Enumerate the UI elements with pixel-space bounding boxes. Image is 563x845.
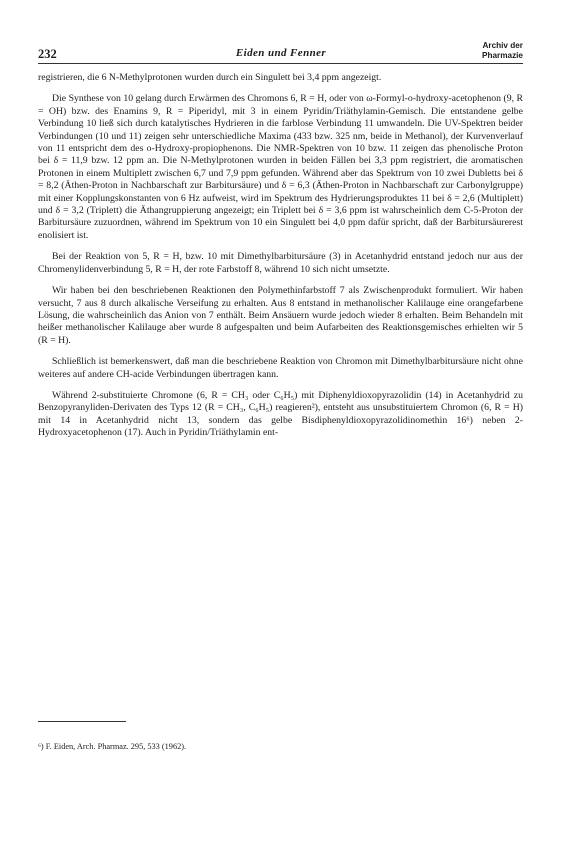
footnote: ⁶) F. Eiden, Arch. Pharmaz. 295, 533 (1962). [38, 742, 187, 751]
running-head-authors: Eiden und Fenner [235, 47, 327, 59]
paragraph-1: registrieren, die 6 N-Methylprotonen wurden durch ein Singulett bei 3,4 ppm angezeigt. [38, 72, 382, 83]
paragraph-5: Schließlich ist bemerkenswert, daß man die beschriebene Reaktion von Chromon mit Dimethylbarbitursäure nicht ohne weiteres auf andere CH-acide Verbindungen übertragen kann. [38, 356, 523, 380]
paragraph-4: Wir haben bei den beschriebenen Reaktionen den Polymethinfarbstoff 7 als Zwischenprodukt formuliert. Wir haben versucht, 7 aus 8 durch alkalische Verseifung zu erhalten. Aus 8 entstand in methanolischer Kalilauge eine orangefarbene Lösung, die wahrscheinlich das Anion von 7 enthält. Beim Ansäuern wurde jedoch wieder 8 erhalten. Beim Behandeln mit heißer methanolischer Kalilauge aber wurde 8 aufgespalten und beim Aufarbeiten des Reaktionsgemisches erhielten wir 5 (R = H). [38, 285, 523, 346]
journal-name [482, 41, 523, 60]
paragraph-6: Während 2-substituierte Chromone (6, R = CH₃ oder C₆H₅) mit Diphenyldioxopyrazolidin (14) in Acetanhydrid zu Benzopyranyliden-Derivaten des Typs 12 (R = CH₃, C₆H₅) reagieren²), entsteht aus unsubstituiertem Chromon (6, R = H) mit 14 in Acetanhydrid nicht 13, sondern das gelbe Bisdiphenyldioxopyrazolidinomethin 16⁶) neben 2-Hydroxyacetophenon (17). Auch in Pyridin/Triäthylamin ent- [38, 389, 523, 439]
article-body [38, 72, 523, 805]
journal-name-line-1: Archiv der [482, 41, 523, 50]
journal-name-line-2: Pharmazie [482, 50, 523, 60]
paragraph-2: Die Synthese von 10 gelang durch Erwärmen des Chromons 6, R = H, oder von ω-Formyl-o-hydroxy-acetophenon (9, R = OH) bzw. des Enamins 9, R = Piperidyl, mit 3 in einem Pyridin/Triäthylamin-Gemisch. Die entstandene gelbe Verbindung 10 ließ sich durch katalytisches Hydrieren in die farblose Verbindung 11 umwandeln. Die UV-Spektren beider Verbindungen (10 und 11) zeigen sehr unterschiedliche Maxima (433 bzw. 325 nm, beide in Methanol), der Kurvenverlauf von 11 entspricht dem des o-Hydroxy-propiophenons. Die NMR-Spektren von 10 bzw. 11 zeigen das phenolische Proton bei δ = 11,9 bzw. 12 ppm an. Die N-Methylprotonen wurden in beiden Fällen bei 3,3 ppm registriert, die aromatischen Protonen in einem Multiplett zwischen 6,7 und 7,9 ppm gefunden. Während aber das Spektrum von 10 zwei Dubletts bei δ = 8,2 (Äthen-Proton in Nachbarschaft zur Barbitursäure) und δ = 6,3 (Äthen-Proton in Nachbarschaft zur Carbonylgruppe) mit einer Kopplungskonstanten von 6 Hz aufweist, wird im Spektrum des Hydrierungsproduktes 11 bei δ = 2,6 (Multiplett) und δ = 3,2 (Triplett) die Äthangruppierung angezeigt; ein Triplett bei δ = 3,6 ppm ist wahrscheinlich dem C-5-Proton der Barbitursäure zuzuordnen, während im Spektrum von 10 ein Singulett bei 4,0 ppm dafür spricht, daß der Barbitursäurerest enolisiert ist. [38, 93, 523, 241]
header-rule [38, 63, 523, 64]
page-number: 232 [38, 47, 57, 61]
footnote-separator [38, 721, 126, 722]
paragraph-3: Bei der Reaktion von 5, R = H, bzw. 10 mit Dimethylbarbitursäure (3) in Acetanhydrid entstand jedoch nur aus der Chromenylidenverbindung 5, R = H, der rote Farbstoff 8, während 10 sich nicht umsetzte. [38, 251, 523, 275]
